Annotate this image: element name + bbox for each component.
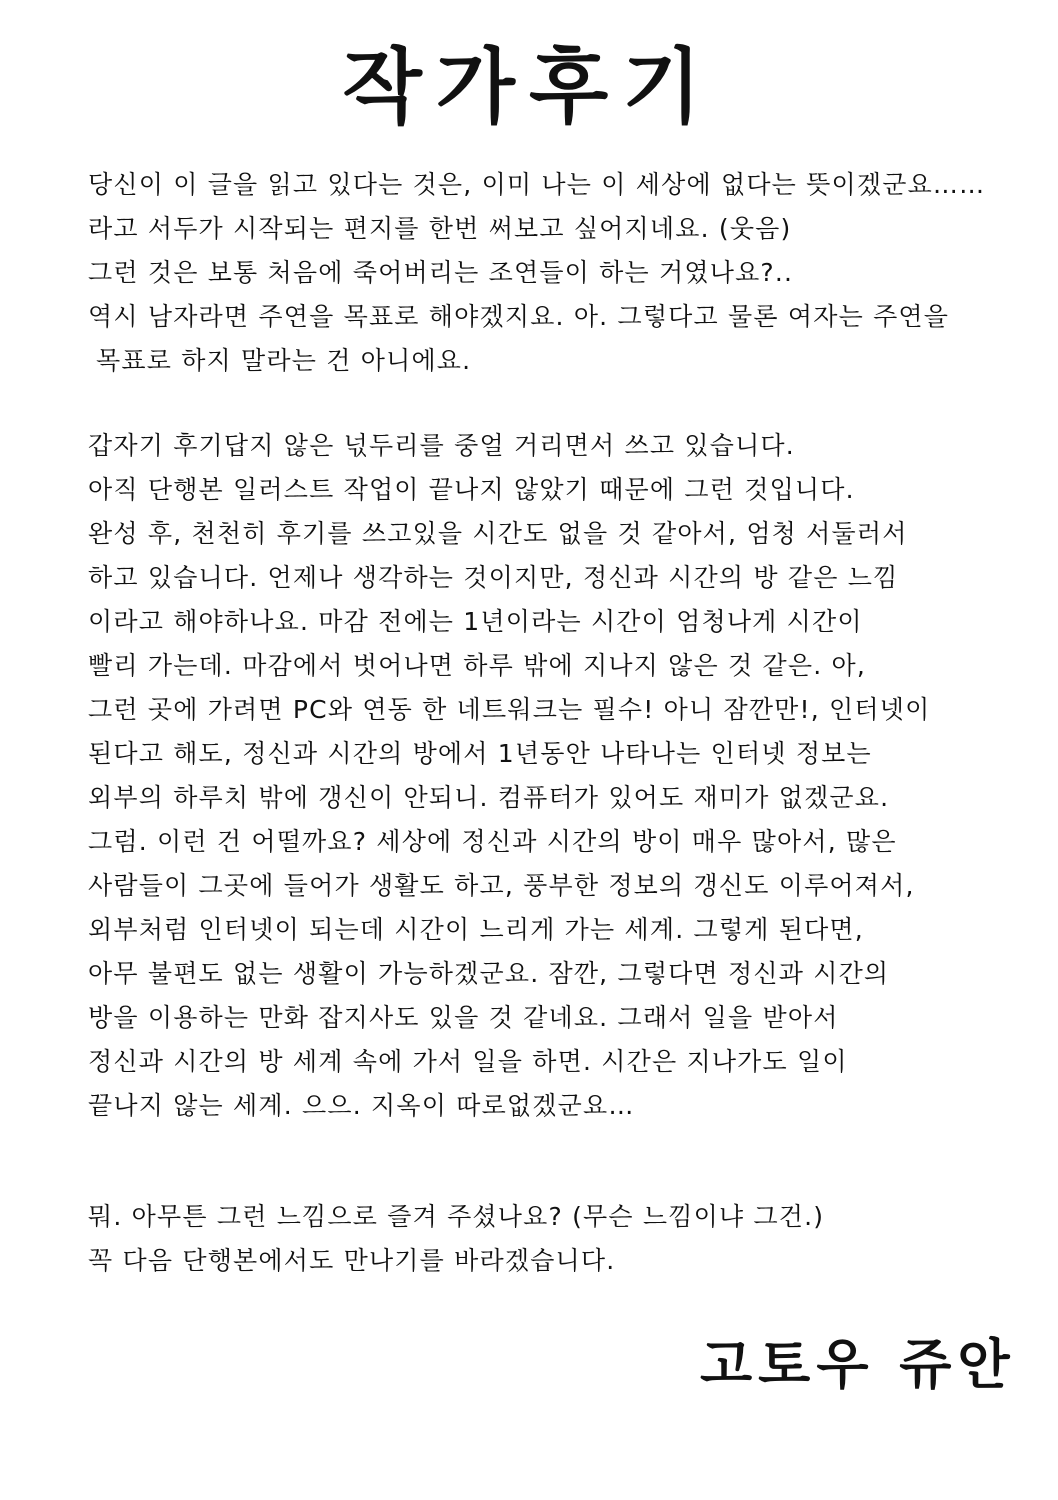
text-line: 목표로 하지 말라는 건 아니에요. xyxy=(96,346,472,375)
paragraph-1 xyxy=(88,163,1018,383)
text-line: 그런 곳에 가려면 PC와 연동 한 네트워크는 필수! 아니 잠깐만!, 인터넷이 xyxy=(88,695,931,724)
text-line: 그럼. 이런 건 어떨까요? 세상에 정신과 시간의 방이 매우 많아서, 많은 xyxy=(88,827,897,856)
text-line: 갑자기 후기답지 않은 넋두리를 중얼 거리면서 쓰고 있습니다. xyxy=(88,431,795,460)
text-line: 꼭 다음 단행본에서도 만나기를 바라겠습니다. xyxy=(88,1246,616,1275)
author-signature: 고토우 쥬안 xyxy=(700,1333,1016,1396)
text-line: 하고 있습니다. 언제나 생각하는 것이지만, 정신과 시간의 방 같은 느낌 xyxy=(88,563,899,592)
page-title: 작가후기 xyxy=(342,40,716,135)
text-line: 뭐. 아무튼 그런 느낌으로 즐겨 주셨나요? (무슨 느낌이냐 그건.) xyxy=(88,1202,825,1231)
text-line: 아무 불편도 없는 생활이 가능하겠군요. 잠깐, 그렇다면 정신과 시간의 xyxy=(88,959,890,988)
text-line: 빨리 가는데. 마감에서 벗어나면 하루 밖에 지나지 않은 것 같은. 아, xyxy=(88,651,867,680)
text-line: 정신과 시간의 방 세계 속에 가서 일을 하면. 시간은 지나가도 일이 xyxy=(88,1047,848,1076)
text-line: 그런 것은 보통 처음에 죽어버리는 조연들이 하는 거였나요?.. xyxy=(88,258,794,287)
text-line: 외부처럼 인터넷이 되는데 시간이 느리게 가는 세계. 그렇게 된다면, xyxy=(88,915,864,944)
text-line: 아직 단행본 일러스트 작업이 끝나지 않았기 때문에 그런 것입니다. xyxy=(88,475,855,504)
text-line: 이라고 해야하나요. 마감 전에는 1년이라는 시간이 엄청나게 시간이 xyxy=(88,607,863,636)
paragraph-2 xyxy=(88,424,1018,1128)
text-line: 완성 후, 천천히 후기를 쓰고있을 시간도 없을 것 같아서, 엄청 서둘러서 xyxy=(88,519,908,548)
text-line: 외부의 하루치 밖에 갱신이 안되니. 컴퓨터가 있어도 재미가 없겠군요. xyxy=(88,783,890,812)
text-line: 사람들이 그곳에 들어가 생활도 하고, 풍부한 정보의 갱신도 이루어져서, xyxy=(88,871,915,900)
text-line: 끝나지 않는 세계. 으으. 지옥이 따로없겠군요… xyxy=(88,1091,635,1120)
text-line: 역시 남자라면 주연을 목표로 해야겠지요. 아. 그렇다고 물론 여자는 주연을 xyxy=(88,302,950,331)
text-line: 방을 이용하는 만화 잡지사도 있을 것 같네요. 그래서 일을 받아서 xyxy=(88,1003,839,1032)
paragraph-3 xyxy=(88,1195,1018,1283)
text-line: 라고 서두가 시작되는 편지를 한번 써보고 싶어지네요. (웃음) xyxy=(88,214,792,243)
text-line: 당신이 이 글을 읽고 있다는 것은, 이미 나는 이 세상에 없다는 뜻이겠군요…… xyxy=(88,170,986,199)
text-line: 된다고 해도, 정신과 시간의 방에서 1년동안 나타나는 인터넷 정보는 xyxy=(88,739,872,768)
